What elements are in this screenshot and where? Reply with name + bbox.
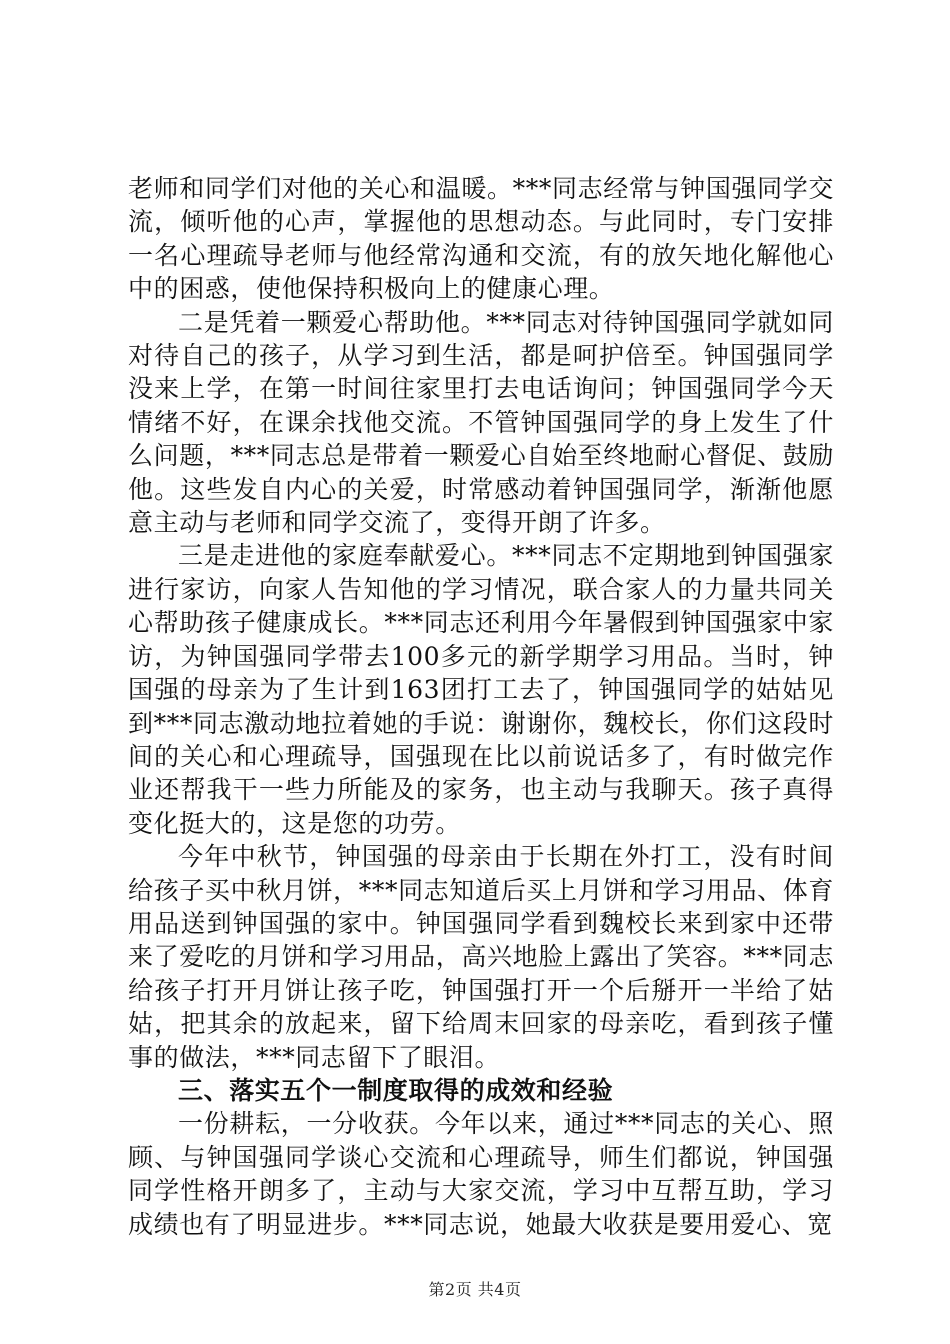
paragraph-love-help: 二是凭着一颗爱心帮助他。***同志对待钟国强同学就如同对待自己的孩子，从学习到生活，都是呵护倍至。钟国强同学没来上学，在第一时间往家里打去电话询问；钟国强同学今天情绪不好，在课余找他交流。不管钟国强同学的身上发生了什么问题，***同志总是带着一颗爱心自始至终地耐心督促、鼓励他。这些发自内心的关爱，时常感动着钟国强同学，渐渐他愿意主动与老师和同学交流了，变得开朗了许多。 [128, 307, 834, 538]
paragraph-mid-autumn: 今年中秋节，钟国强的母亲由于长期在外打工，没有时间给孩子买中秋月饼，***同志知道后买上月饼和学习用品、体育用品送到钟国强的家中。钟国强同学看到魏校长来到家中还带来了爱吃的月饼和学习用品，高兴地脸上露出了笑容。***同志给孩子打开月饼让孩子吃，钟国强打开一个后掰开一半给了姑姑，把其余的放起来，留下给周末回家的母亲吃，看到孩子懂事的做法，***同志留下了眼泪。 [128, 842, 834, 1072]
paragraph-family-visit: 三是走进他的家庭奉献爱心。***同志不定期地到钟国强家进行家访，向家人告知他的学习情况，联合家人的力量共同关心帮助孩子健康成长。***同志还利用今年暑假到钟国强家中家访，为钟国强同学带去100多元的新学期学习用品。当时，钟国强的母亲为了生计到163团打工去了，钟国强同学的姑姑见到***同志激动地拉着她的手说：谢谢你，魏校长，你们这段时间的关心和心理疏导，国强现在比以前说话多了，有时做完作业还帮我干一些力所能及的家务，也主动与我聊天。孩子真得变化挺大的，这是您的功劳。 [128, 541, 834, 838]
section-heading: 三、落实五个一制度取得的成效和经验 [178, 1075, 614, 1105]
page-number-footer: 第2页 共4页 [428, 1280, 522, 1299]
paragraph-continuation: 老师和同学们对他的关心和温暖。***同志经常与钟国强同学交流，倾听他的心声，掌握他的思想动态。与此同时，专门安排一名心理疏导老师与他经常沟通和交流，有的放矢地化解他心中的困惑，使他保持积极向上的健康心理。 [128, 174, 834, 304]
paragraph-results: 一份耕耘，一分收获。今年以来，通过***同志的关心、照顾、与钟国强同学谈心交流和心理疏导，师生们都说，钟国强同学性格开朗多了，主动与大家交流，学习中互帮互助，学习成绩也有了明显进步。***同志说，她最大收获是要用爱心、宽 [128, 1109, 834, 1239]
document-body [128, 172, 834, 1241]
